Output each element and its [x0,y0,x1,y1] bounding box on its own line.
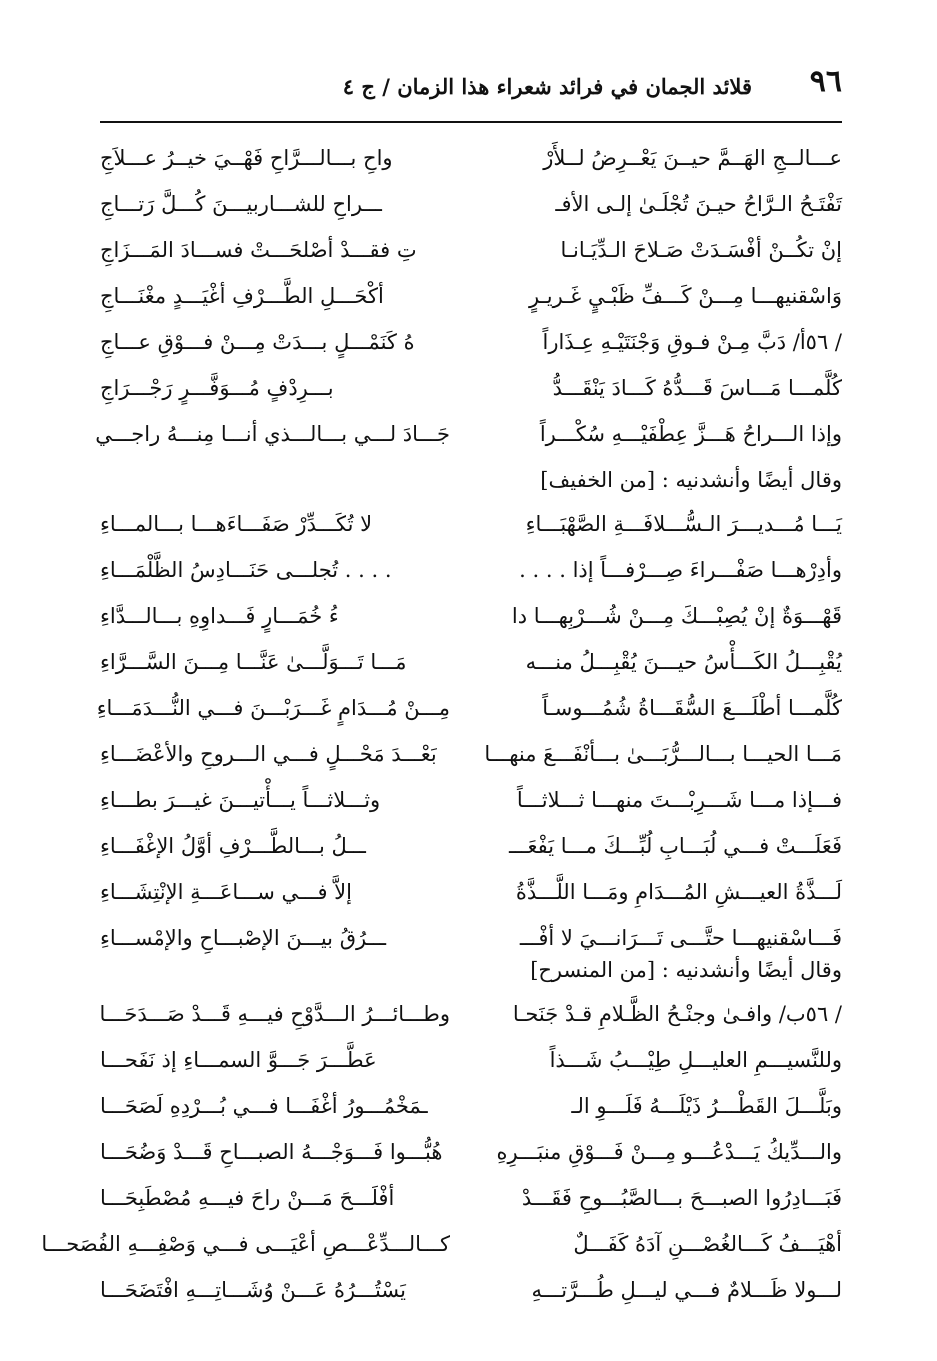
verse-first-hemistich: والـــدِّيكُ يَـــدْعُـــو مِـــنْ فَـــوْقِ منبَـــرِهِ [496,1140,842,1164]
poem-intro [100,452,842,502]
verse-second-hemistich: كـــالـــدِّعْـــصِ أعْيَـــى فـــي وَصْفِـــهِ الفُصَحـــا [41,1232,450,1256]
poem-intro [100,942,842,992]
page-number: ٩٦ [809,64,842,99]
verse-second-hemistich: جَـــادَ لـــي بـــالـــذي أنـــا مِنـــهُ راجـــي [95,422,450,446]
verse-second-hemistich: هُبُّـــوا فَـــوَجْـــهُ الصبـــاحِ قَـــدْ وَضُحَـــا [100,1140,443,1164]
verse-second-hemistich: مِـــنْ مُـــدَامٍ غَـــرَبْـــنَ فـــي النُّـــدَمَـــاءِ [96,696,450,720]
verse-second-hemistich: عَطَّـــرَ جَـــوَّ السمـــاءِ إذ نَفَحـــا [100,1048,377,1072]
verse [100,778,842,824]
verse [100,640,842,686]
verse-first-hemistich: قَهْـــوَةٌ إنْ يُصِبْـــكَ مِـــنْ شُـــرْبِهـــا دا [511,604,842,628]
verse-first-hemistich: فَبَـــادِرُوا الصبـــحَ بـــالصَّبُـــوحِ فَقَـــدْ [521,1186,842,1210]
verse-first-hemistich: كُلَّمـــا مَـــاسَ قَـــدُّهُ كَـــادَ يَنْقَـــدُّ [552,376,842,400]
verse [100,320,842,366]
verse-second-hemistich: ـمَخْمُـــورُ أغْفَـــا فـــي بُـــرْدِهِ لَصَحَـــا [100,1094,428,1118]
verse-second-hemistich: إلاَّ فـــي ســـاعَـــةِ الإنْتِشَـــاءِ [100,880,352,904]
verse-first-hemistich: عـــالــجِ الهَــمَّ حيــنَ يَعْــرِضُ لــلأَرْ [543,146,842,170]
verse-second-hemistich: يَسْتُـــرُهُ عَـــنْ وُشَـــاتِـــهِ افْتَضَحَـــا [100,1278,406,1302]
verse-second-hemistich: تِ فقـــدْ أصْلحَـــتْ فســـادَ المَـــزَاجِ [100,238,417,262]
poem-intro-text: وقال أيضًا وأنشدنيه : [من الخفيف] [540,468,842,492]
verse-second-hemistich: ـــرُقُ بيـــنَ الإصْبـــاحِ والإمْســـاءِ [100,926,387,950]
verse-first-hemistich: فَـــاسْقنيهـــا حتَّـــى تَـــرَانـــيَ لا أفْـــ [519,926,842,950]
poem-2 [96,452,842,962]
verse [100,1268,842,1314]
verse-second-hemistich: وثـــلاثـــاً يـــأْتيـــنَ غيـــرَ بطـــاءِ [100,788,381,812]
verse [41,1222,842,1268]
poem-3 [41,942,842,1314]
verse-second-hemistich: بَعْـــدَ مَحْـــلٍ فـــي الـــروحِ والأعْضَـــاءِ [100,742,437,766]
verse-first-hemistich: وَاسْقنيهـــا مِـــنْ كَـــفِّ ظَبْـيٍ غَـريـرٍ [528,284,842,308]
verse-second-hemistich: أكْحَـــلِ الطَّـــرْفِ أغْيَـــدٍ مغْنَـــاجِ [100,284,384,308]
verse [100,1038,842,1084]
verse [100,1176,842,1222]
verse-first-hemistich: يُقْبِـــلُ الكَـــأْسُ حيـــنَ يُقْبِـــلُ منـــه [525,650,842,674]
verse [100,870,842,916]
verse-second-hemistich: ـــلُ بـــالطَّـــرْفِ أوَّلُ الإغْفَـــاءِ [100,834,366,858]
poem-1 [95,136,842,458]
verse-first-hemistich: / ٥٦ب/ وافـىٰ وجنْـحُ الظَّـلامِ قـدْ جَنَحـا [512,1002,842,1026]
verse-second-hemistich: هُ كَنَمْـــلٍ بـــدَتْ مِـــنْ فـــوْقِ عـــاجِ [100,330,415,354]
verse-first-hemistich: / ٥٦أ/ دَبَّ مِـنْ فـوقِ وَجْنَتَيْـهِ عِـذَاراً [542,330,842,354]
verse-first-hemistich: وإذا الـــراحُ هَـــزَّ عِطْفَيْـــهِ سُكْـــراً [539,422,842,446]
verse-second-hemistich: ـــراحِ للشـــاربيـــنَ كُـــلَّ رَتـــاجِ [100,192,382,216]
verse [100,732,842,778]
verse-first-hemistich: إنْ تكُــنْ أفْسَـدَتْ صَـلاحَ الـدِّيَـانـا [560,238,842,262]
verse [100,824,842,870]
verse-second-hemistich: أفْلَـــحَ مَـــنْ راحَ فيـــهِ مُصْطَبِحَـــا [100,1186,395,1210]
verse-first-hemistich: وبَلَّـــلَ القَطْـــرُ ذَيْلَـــهُ فَلَـــوِ الـ [571,1094,842,1118]
verse [100,182,842,228]
verse [100,1084,842,1130]
verse [96,686,842,732]
verse [100,594,842,640]
poem-intro-text: وقال أيضًا وأنشدنيه : [من المنسرح] [530,958,842,982]
verse-first-hemistich: وأدِرْهـــا صَفْـــراءَ صِـــرْفـــاً إذا . . . . [519,558,842,582]
page-header [100,62,842,110]
verse-first-hemistich: مَـــا الحيـــا بـــالـــرُّبَـــىٰ بـــأنْفَـــعَ منهـــا [484,742,842,766]
verse [100,992,842,1038]
verse-second-hemistich: بـــرِدْفٍ مُـــوَفَّـــرٍ رَجْـــرَاجِ [100,376,334,400]
verse-first-hemistich: لَـــذَّةُ العيـــشِ المُـــدَامِ ومَـــا اللَّـــذَّةُ [515,880,842,904]
verse [100,548,842,594]
verse-second-hemistich: وطـــائـــرُ الـــدَّوْحِ فيـــهِ قَـــدْ صَـــدَحَـــا [99,1002,450,1026]
verse [100,1130,842,1176]
header-rule [100,121,842,123]
verse [100,366,842,412]
verse-second-hemistich: ءُ خُمَـــارٍ فَـــداوِهِ بـــالـــدَّاءِ [100,604,339,628]
running-title: قلائد الجمان في فرائد شعراء هذا الزمان / ج ٤ [342,74,752,99]
verse [100,228,842,274]
verse [100,274,842,320]
verse [100,502,842,548]
verse-second-hemistich: لا تُكَـــدِّرْ صَفَـــاءَهـــا بـــالمـــاءِ [100,512,373,536]
verse-second-hemistich: مَـــا تَـــوَلَّـــىٰ عَنَّـــا مِـــنَ السَّـــرَّاءِ [100,650,407,674]
verse-first-hemistich: كُلَّمـــا أطْلَـــعَ السُّقَـــاةُ شُمُـــوسـاً [542,696,842,720]
verse-first-hemistich: يَـــا مُـــديـــرَ الـسُّـــلافَـــةِ الصَّهْبَـــاءِ [525,512,842,536]
verse-first-hemistich: فَعَلَـــتْ فـــي لُبَـــابِ لُبِّـــكَ مـــا يَفْعَـــ [509,834,842,858]
verse-first-hemistich: وللنَّسيـــمِ العليـــلِ طِيْـــبُ شَـــذاً [549,1048,842,1072]
verse-second-hemistich: . . . . تُجلـــى حَنَـــادِسُ الظَّلْمَـــاءِ [100,558,392,582]
verse-first-hemistich: تَفْتَـحُ الـرَّاحُ حيـنَ تُجْلَـىٰ إلـى الأفـ [555,192,842,216]
verse-first-hemistich: لـــولا ظَـــلامٌ فـــي ليـــلِ طُـــرَّتـــهِ [531,1278,842,1302]
verse-first-hemistich: أهْيَـــفُ كَـــالغُصْـــنِ آدَهُ كَفَـــلٌ [573,1232,842,1256]
verse [100,136,842,182]
verse-first-hemistich: فـــإذا مـــا شَـــرِبْـــتَ منهـــا ثـــلاثـــاً [516,788,842,812]
verse-second-hemistich: واحِ بـــالـــرَّاحِ فَهْــيَ خيــرُ عـــلاَجِ [100,146,393,170]
